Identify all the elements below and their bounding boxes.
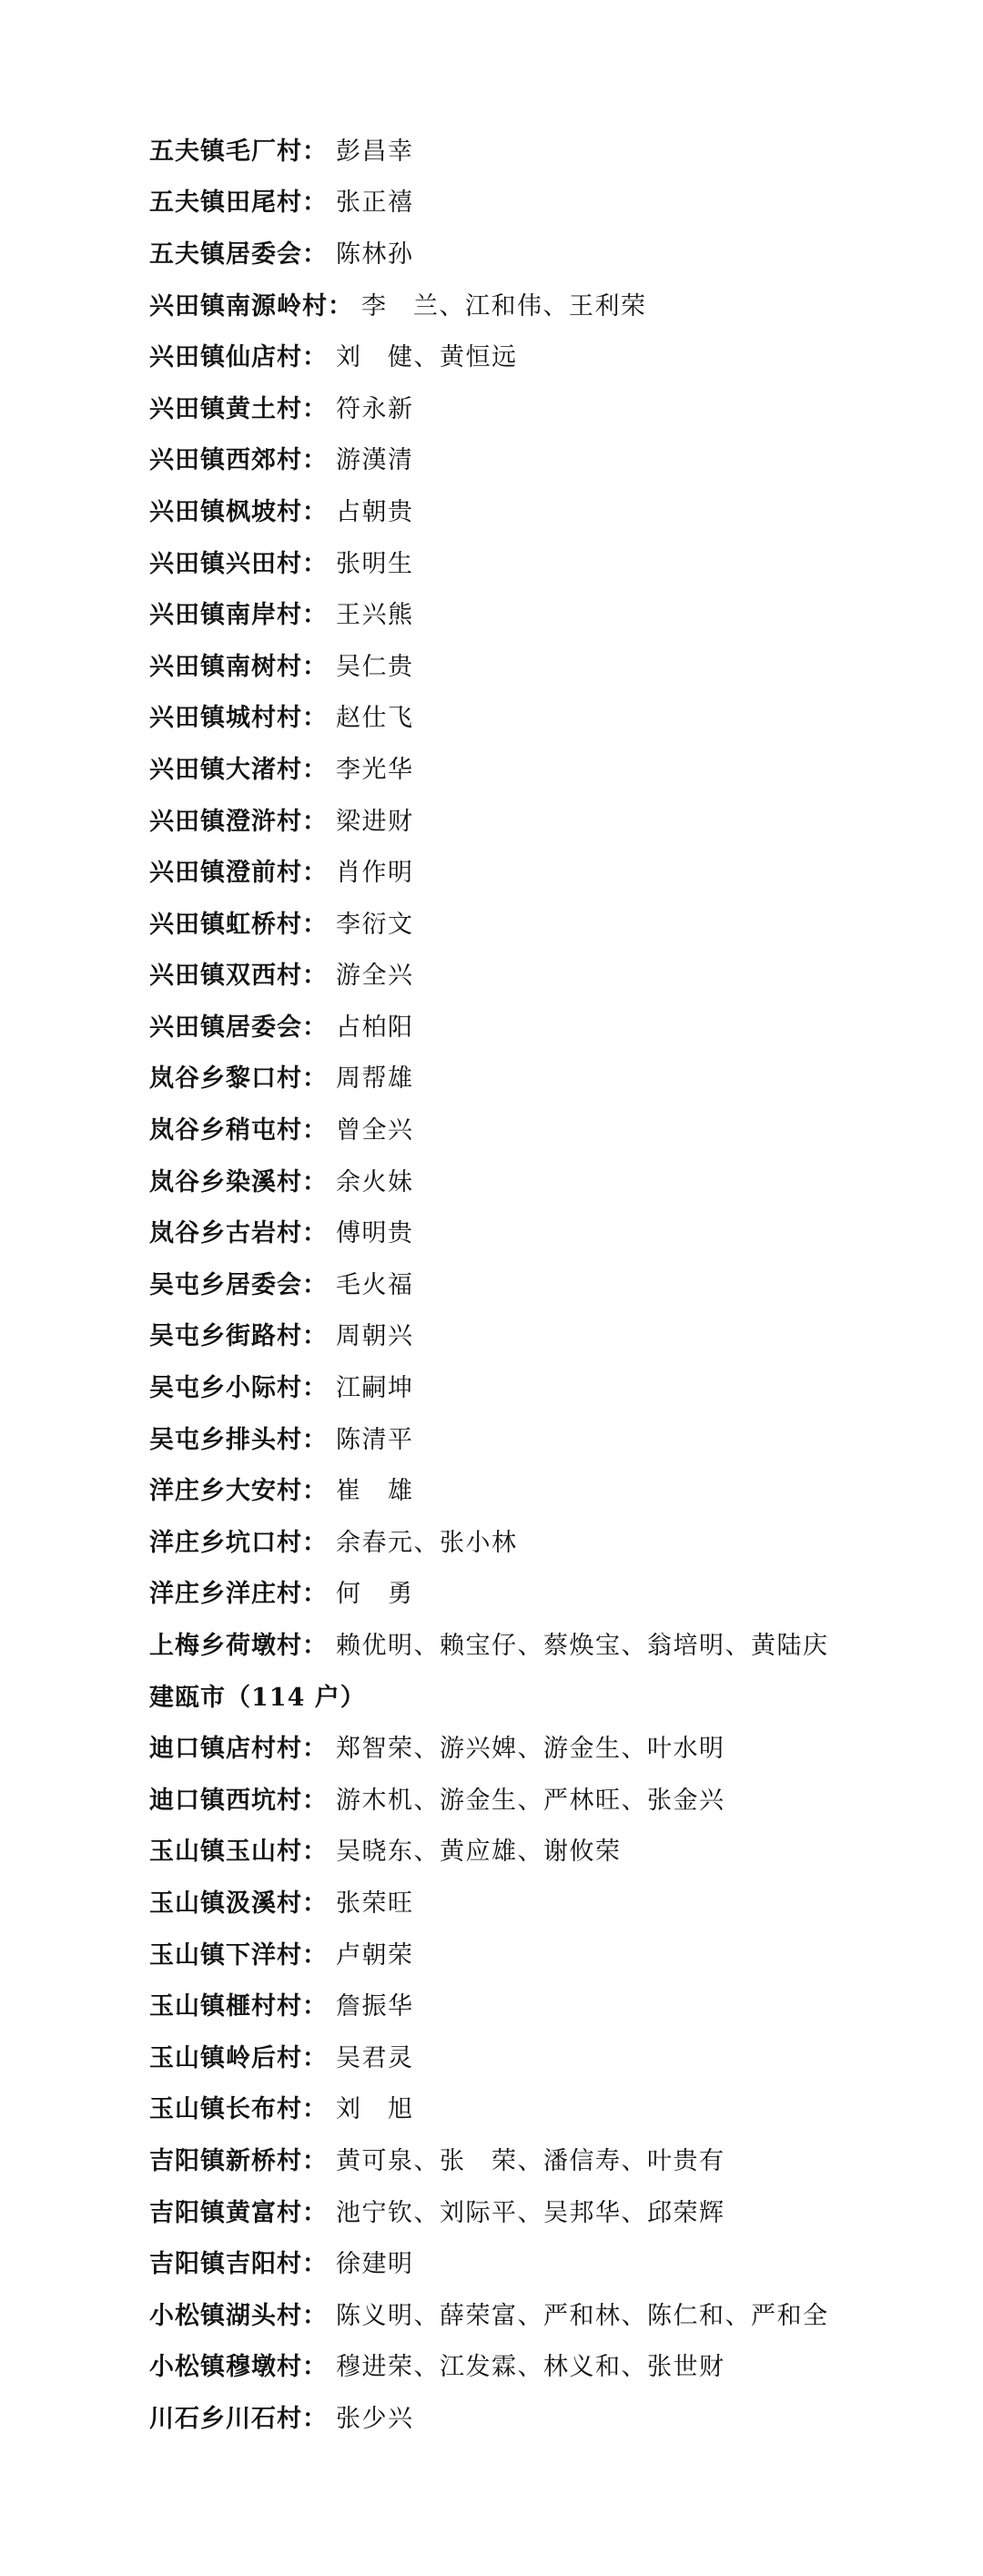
recipient-names: 张明生 — [336, 549, 414, 578]
list-item — [149, 1723, 932, 1775]
colon-separator: ： — [302, 1580, 327, 1609]
recipient-names: 李光华 — [336, 755, 414, 784]
village-name: 玉山镇榧村村 — [149, 1992, 302, 2021]
village-name: 五夫镇田尾村 — [149, 188, 302, 218]
colon-separator: ： — [302, 2250, 327, 2279]
list-item — [149, 847, 932, 899]
village-name: 岚谷乡染溪村 — [149, 1167, 302, 1196]
section-heading — [149, 1672, 932, 1724]
list-item — [149, 1929, 932, 1981]
list-item — [149, 1207, 932, 1259]
list-item — [149, 1002, 932, 1054]
recipient-names: 肖作明 — [336, 859, 414, 888]
colon-separator: ： — [302, 1219, 327, 1248]
recipient-names: 游木机、游金生、严林旺、张金兴 — [336, 1786, 725, 1815]
colon-separator: ： — [302, 2043, 327, 2072]
list-item — [149, 1311, 932, 1363]
colon-separator: ： — [302, 446, 327, 475]
village-name: 兴田镇南树村 — [149, 652, 302, 681]
village-name: 玉山镇岭后村 — [149, 2043, 302, 2072]
village-name: 洋庄乡洋庄村 — [149, 1580, 302, 1609]
list-item — [149, 486, 932, 538]
recipient-names: 江嗣坤 — [336, 1374, 414, 1403]
village-name: 小松镇穆墩村 — [149, 2353, 302, 2382]
recipient-names: 赖优明、赖宝仔、蔡焕宝、翁培明、黄陆庆 — [336, 1632, 829, 1661]
recipient-names: 傅明贵 — [336, 1219, 414, 1248]
village-name: 兴田镇双西村 — [149, 962, 302, 991]
list-item — [149, 641, 932, 693]
village-name: 玉山镇长布村 — [149, 2095, 302, 2124]
colon-separator: ： — [302, 1116, 327, 1145]
village-name: 兴田镇澄前村 — [149, 859, 302, 888]
list-item — [149, 1827, 932, 1879]
recipient-names: 詹振华 — [336, 1992, 414, 2021]
colon-separator: ： — [302, 1013, 327, 1042]
colon-separator: ： — [302, 394, 327, 423]
colon-separator: ： — [302, 2404, 327, 2433]
list-item — [149, 126, 932, 178]
list-item — [149, 1465, 932, 1517]
recipient-names: 陈清平 — [336, 1425, 414, 1454]
list-item — [149, 693, 932, 745]
recipient-names: 卢朝荣 — [336, 1940, 414, 1970]
colon-separator: ： — [302, 1322, 327, 1351]
list-item — [149, 1569, 932, 1621]
recipient-names: 池宁钦、刘际平、吴邦华、邱荣辉 — [336, 2198, 725, 2227]
colon-separator: ： — [302, 1632, 327, 1661]
recipient-names: 彭昌幸 — [336, 137, 414, 166]
colon-separator: ： — [302, 1064, 327, 1094]
list-item — [149, 2187, 932, 2239]
village-name: 兴田镇大渚村 — [149, 755, 302, 784]
list-item — [149, 899, 932, 951]
list-item — [149, 2393, 932, 2445]
recipient-names: 刘 健、黄恒远 — [336, 343, 518, 372]
list-item — [149, 796, 932, 848]
recipient-names: 游漢清 — [336, 446, 414, 475]
colon-separator: ： — [302, 239, 327, 269]
recipient-names: 梁进财 — [336, 807, 414, 836]
village-name: 小松镇湖头村 — [149, 2301, 302, 2330]
village-name: 兴田镇南源岭村 — [149, 291, 328, 321]
recipient-names: 毛火福 — [336, 1270, 414, 1299]
recipient-names: 张正禧 — [336, 188, 414, 218]
village-name: 五夫镇居委会 — [149, 239, 302, 269]
colon-separator: ： — [302, 807, 327, 836]
colon-separator: ： — [302, 859, 327, 888]
recipient-names: 吴仁贵 — [336, 652, 414, 681]
colon-separator: ： — [302, 343, 327, 372]
recipient-names: 李 兰、江和伟、王利荣 — [361, 291, 647, 321]
colon-separator: ： — [302, 1735, 327, 1764]
recipient-names: 吴君灵 — [336, 2043, 414, 2072]
village-name: 兴田镇西郊村 — [149, 446, 302, 475]
colon-separator: ： — [302, 188, 327, 218]
colon-separator: ： — [302, 704, 327, 733]
village-name: 兴田镇澄浒村 — [149, 807, 302, 836]
recipient-names: 崔 雄 — [336, 1477, 414, 1506]
list-item — [149, 1156, 932, 1208]
colon-separator: ： — [302, 1528, 327, 1557]
list-item — [149, 538, 932, 590]
colon-separator: ： — [302, 1992, 327, 2021]
recipient-names: 徐建明 — [336, 2250, 414, 2279]
list-item — [149, 383, 932, 435]
village-name: 洋庄乡大安村 — [149, 1477, 302, 1506]
list-item — [149, 1878, 932, 1929]
village-name: 吉阳镇吉阳村 — [149, 2250, 302, 2279]
list-item — [149, 280, 932, 332]
village-name: 兴田镇仙店村 — [149, 343, 302, 372]
village-name: 兴田镇居委会 — [149, 1013, 302, 1042]
recipient-names: 李衍文 — [336, 910, 414, 939]
village-name: 玉山镇玉山村 — [149, 1838, 302, 1867]
village-name: 兴田镇城村村 — [149, 704, 302, 733]
list-item — [149, 229, 932, 280]
colon-separator: ： — [302, 755, 327, 784]
list-item — [149, 1054, 932, 1105]
list-item — [149, 1105, 932, 1156]
recipient-names: 刘 旭 — [336, 2095, 414, 2124]
award-list — [149, 126, 932, 2445]
village-name: 吴屯乡居委会 — [149, 1270, 302, 1299]
village-name: 玉山镇汲溪村 — [149, 1889, 302, 1918]
village-name: 吉阳镇新桥村 — [149, 2146, 302, 2175]
list-item — [149, 744, 932, 796]
colon-separator: ： — [302, 2301, 327, 2330]
recipient-names: 张少兴 — [336, 2404, 414, 2433]
list-item — [149, 2084, 932, 2136]
list-item — [149, 2238, 932, 2290]
list-item — [149, 2135, 932, 2187]
recipient-names: 陈义明、薛荣富、严和林、陈仁和、严和全 — [336, 2301, 829, 2330]
list-item — [149, 951, 932, 1003]
colon-separator: ： — [302, 910, 327, 939]
list-item — [149, 589, 932, 641]
recipient-names: 占柏阳 — [336, 1013, 414, 1042]
recipient-names: 郑智荣、游兴婢、游金生、叶水明 — [336, 1735, 725, 1764]
village-name: 兴田镇黄土村 — [149, 394, 302, 423]
village-name: 玉山镇下洋村 — [149, 1940, 302, 1970]
colon-separator: ： — [302, 137, 327, 166]
recipient-names: 曾全兴 — [336, 1116, 414, 1145]
recipient-names: 余火妹 — [336, 1167, 414, 1196]
list-item — [149, 2290, 932, 2342]
recipient-names: 黄可泉、张 荣、潘信寿、叶贵有 — [336, 2146, 725, 2175]
recipient-names: 游全兴 — [336, 962, 414, 991]
village-name: 岚谷乡古岩村 — [149, 1219, 302, 1248]
recipient-names: 陈林孙 — [336, 239, 414, 269]
colon-separator: ： — [302, 2146, 327, 2175]
recipient-names: 吴晓东、黄应雄、谢攸荣 — [336, 1838, 622, 1867]
colon-separator: ： — [302, 601, 327, 630]
list-item — [149, 1775, 932, 1827]
colon-separator: ： — [302, 1425, 327, 1454]
village-name: 兴田镇兴田村 — [149, 549, 302, 578]
list-item — [149, 1980, 932, 2032]
village-name: 吉阳镇黄富村 — [149, 2198, 302, 2227]
village-name: 吴屯乡排头村 — [149, 1425, 302, 1454]
list-item — [149, 178, 932, 229]
list-item — [149, 1259, 932, 1311]
recipient-names: 何 勇 — [336, 1580, 414, 1609]
list-item — [149, 1517, 932, 1569]
colon-separator: ： — [302, 2198, 327, 2227]
recipient-names: 周朝兴 — [336, 1322, 414, 1351]
colon-separator: ： — [302, 497, 327, 526]
colon-separator: ： — [302, 1270, 327, 1299]
village-name: 岚谷乡黎口村 — [149, 1064, 302, 1094]
recipient-names: 余春元、张小林 — [336, 1528, 518, 1557]
list-item — [149, 435, 932, 487]
colon-separator: ： — [302, 1940, 327, 1970]
village-name: 吴屯乡街路村 — [149, 1322, 302, 1351]
recipient-names: 符永新 — [336, 394, 414, 423]
village-name: 洋庄乡坑口村 — [149, 1528, 302, 1557]
section-heading-text: 建瓯市（114 户） — [149, 1683, 366, 1712]
list-item — [149, 331, 932, 383]
village-name: 兴田镇南岸村 — [149, 601, 302, 630]
colon-separator: ： — [328, 291, 352, 321]
village-name: 上梅乡荷墩村 — [149, 1632, 302, 1661]
village-name: 迪口镇西坑村 — [149, 1786, 302, 1815]
recipient-names: 张荣旺 — [336, 1889, 414, 1918]
colon-separator: ： — [302, 1374, 327, 1403]
recipient-names: 赵仕飞 — [336, 704, 414, 733]
colon-separator: ： — [302, 2353, 327, 2382]
colon-separator: ： — [302, 1889, 327, 1918]
village-name: 兴田镇虹桥村 — [149, 910, 302, 939]
list-item — [149, 2342, 932, 2394]
village-name: 吴屯乡小际村 — [149, 1374, 302, 1403]
colon-separator: ： — [302, 1838, 327, 1867]
colon-separator: ： — [302, 1786, 327, 1815]
colon-separator: ： — [302, 652, 327, 681]
recipient-names: 王兴熊 — [336, 601, 414, 630]
village-name: 五夫镇毛厂村 — [149, 137, 302, 166]
recipient-names: 穆进荣、江发霖、林义和、张世财 — [336, 2353, 725, 2382]
village-name: 川石乡川石村 — [149, 2404, 302, 2433]
colon-separator: ： — [302, 962, 327, 991]
recipient-names: 周帮雄 — [336, 1064, 414, 1094]
list-item — [149, 1414, 932, 1466]
village-name: 迪口镇店村村 — [149, 1735, 302, 1764]
list-item — [149, 1620, 932, 1672]
colon-separator: ： — [302, 549, 327, 578]
village-name: 岚谷乡稍屯村 — [149, 1116, 302, 1145]
list-item — [149, 2032, 932, 2084]
village-name: 兴田镇枫坡村 — [149, 497, 302, 526]
colon-separator: ： — [302, 1167, 327, 1196]
colon-separator: ： — [302, 1477, 327, 1506]
colon-separator: ： — [302, 2095, 327, 2124]
recipient-names: 占朝贵 — [336, 497, 414, 526]
list-item — [149, 1362, 932, 1414]
